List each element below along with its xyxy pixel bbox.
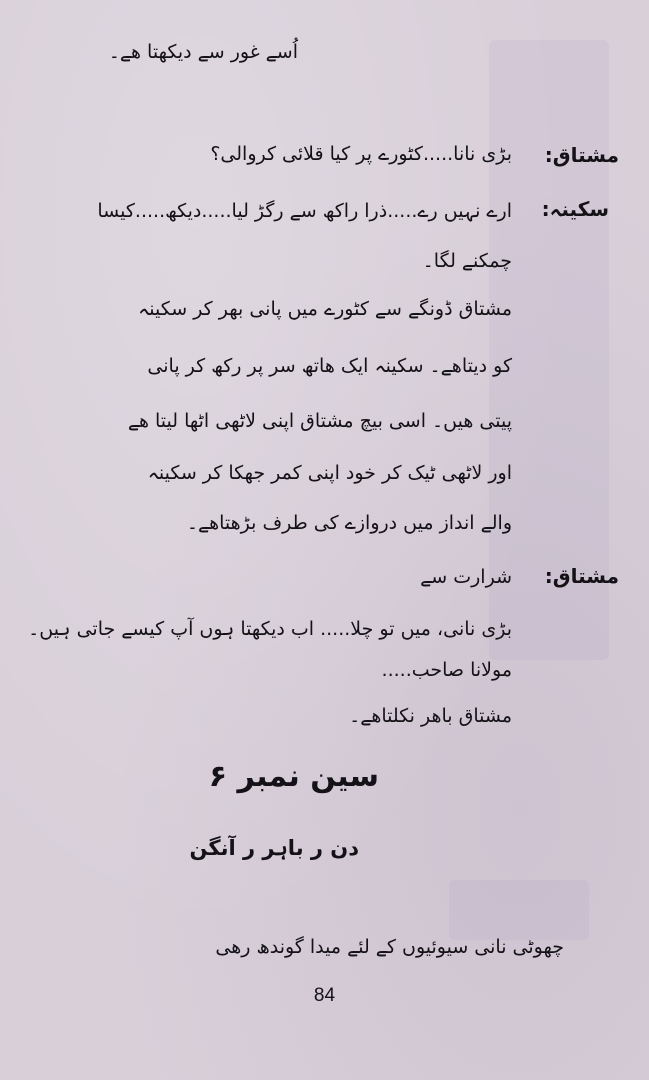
bleed-through-marks-lower bbox=[449, 880, 589, 940]
speaker-sakina: سکینہ: bbox=[541, 197, 609, 221]
scene-location: دن ر باہر ر آنگن bbox=[189, 836, 359, 860]
speaker-mushtaq: مشتاق: bbox=[544, 564, 619, 588]
stage-direction-line: مشتاق باھر نکلتاھے۔ bbox=[349, 705, 512, 727]
stage-direction-line: اُسے غور سے دیکھتا ھے۔ bbox=[108, 41, 298, 63]
stage-direction-line: مشتاق ڈونگے سے کٹورے میں پانی بھر کر سکینہ bbox=[138, 298, 512, 320]
stage-direction-line: والے انداز میں دروازے کی طرف بڑھتاھے۔ bbox=[186, 512, 512, 534]
dialogue-line: ارے نہیں رے.....ذرا راکھ سے رگڑ لیا.....دیکھ.....کیسا bbox=[97, 200, 512, 222]
dialogue-line: شرارت سے bbox=[420, 566, 512, 588]
stage-direction-line: پیتی ھیں۔ اسی بیچ مشتاق اپنی لاٹھی اٹھا لیتا ھے bbox=[127, 410, 512, 432]
dialogue-line: چمکنے لگا۔ bbox=[422, 250, 512, 272]
page-number: 84 bbox=[313, 985, 336, 1006]
dialogue-line: بڑی نانا.....کٹورے پر کیا قلائی کروالی؟ bbox=[210, 143, 512, 165]
stage-direction-line: کو دیتاھے۔ سکینہ ایک ھاتھ سر پر رکھ کر پانی bbox=[147, 355, 512, 377]
dialogue-line: بڑی نانی، میں تو چلا..... اب دیکھتا ہوں آپ کیسے جاتی ہیں۔ bbox=[28, 618, 512, 640]
speaker-mushtaq: مشتاق: bbox=[544, 143, 619, 167]
stage-direction-line: چھوٹی نانی سیوئیوں کے لئے میدا گوندھ رھی bbox=[215, 936, 564, 958]
scene-heading: سین نمبر ۶ bbox=[208, 759, 379, 794]
stage-direction-line: اور لاٹھی ٹیک کر خود اپنی کمر جھکا کر سکینہ bbox=[147, 462, 512, 484]
dialogue-line: مولانا صاحب..... bbox=[381, 659, 512, 681]
